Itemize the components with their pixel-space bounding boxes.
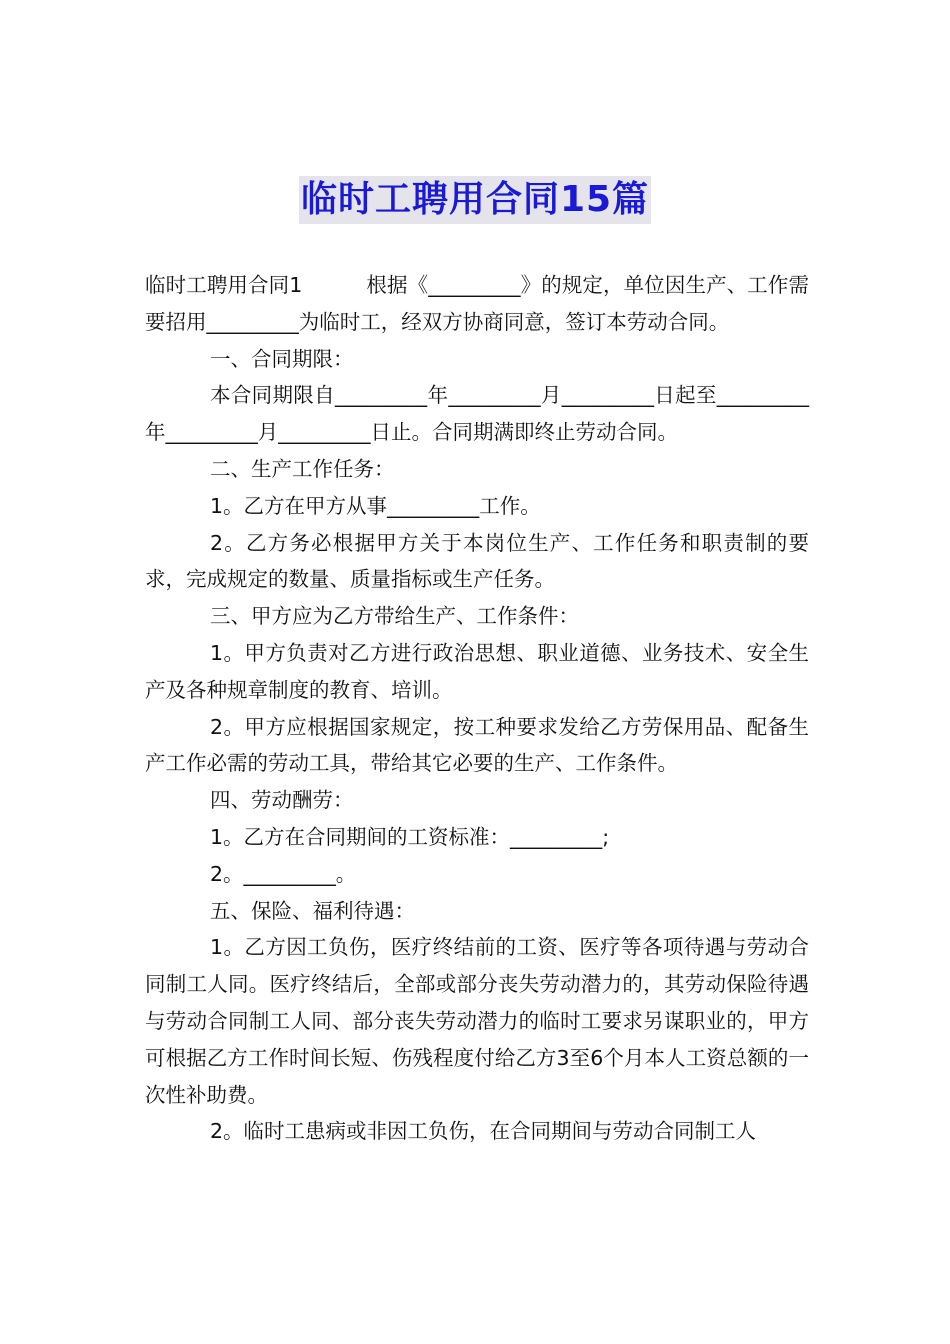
paragraph: 本合同期限自_________年_________月_________日起至_________年_________月_________日止。合同期满即终止劳动合同。 bbox=[145, 383, 809, 445]
document-body bbox=[145, 267, 809, 1150]
document-title: 临时工聘用合同15篇 bbox=[299, 176, 651, 224]
paragraph: 2。甲方应根据国家规定，按工种要求发给乙方劳保用品、配备生产工作必需的劳动工具，带给其它必要的生产、工作条件。 bbox=[145, 714, 809, 776]
paragraph-text: 根据《_________》的规定，单位因生产、工作需要招用_________为临时工，经双方协商同意，签订本劳动合同。 bbox=[145, 273, 810, 334]
section-heading: 五、保险、福利待遇： bbox=[210, 898, 415, 923]
paragraph: 1。乙方因工负伤，医疗终结前的工资、医疗等各项待遇与劳动合同制工人同。医疗终结后，全部或部分丧失劳动潜力的，其劳动保险待遇与劳动合同制工人同、部分丧失劳动潜力的临时工要求另谋职业的，甲方可根据乙方工作时间长短、伤残程度付给乙方3至6个月本人工资总额的一次性补助费。 bbox=[145, 935, 809, 1107]
paragraph: 2。临时工患病或非因工负伤，在合同期间与劳动合同制工人 bbox=[210, 1119, 757, 1144]
section-heading: 四、劳动酬劳： bbox=[210, 788, 354, 813]
section-heading: 二、生产工作任务： bbox=[210, 456, 395, 481]
title-wrap bbox=[0, 176, 950, 224]
paragraph: 1。乙方在合同期间的工资标准：_________; bbox=[210, 824, 610, 849]
section-heading: 三、甲方应为乙方带给生产、工作条件： bbox=[210, 604, 579, 629]
paragraph-intro bbox=[145, 267, 809, 341]
paragraph: 2。_________。 bbox=[210, 861, 357, 886]
paragraph: 1。甲方负责对乙方进行政治思想、职业道德、业务技术、安全生产及各种规章制度的教育、培训。 bbox=[145, 640, 809, 702]
section-heading: 一、合同期限： bbox=[210, 346, 354, 371]
intro-label: 临时工聘用合同1 bbox=[145, 273, 303, 297]
paragraph: 2。乙方务必根据甲方关于本岗位生产、工作任务和职责制的要求，完成规定的数量、质量指标或生产任务。 bbox=[145, 530, 809, 592]
paragraph: 1。乙方在甲方从事_________工作。 bbox=[210, 493, 541, 518]
